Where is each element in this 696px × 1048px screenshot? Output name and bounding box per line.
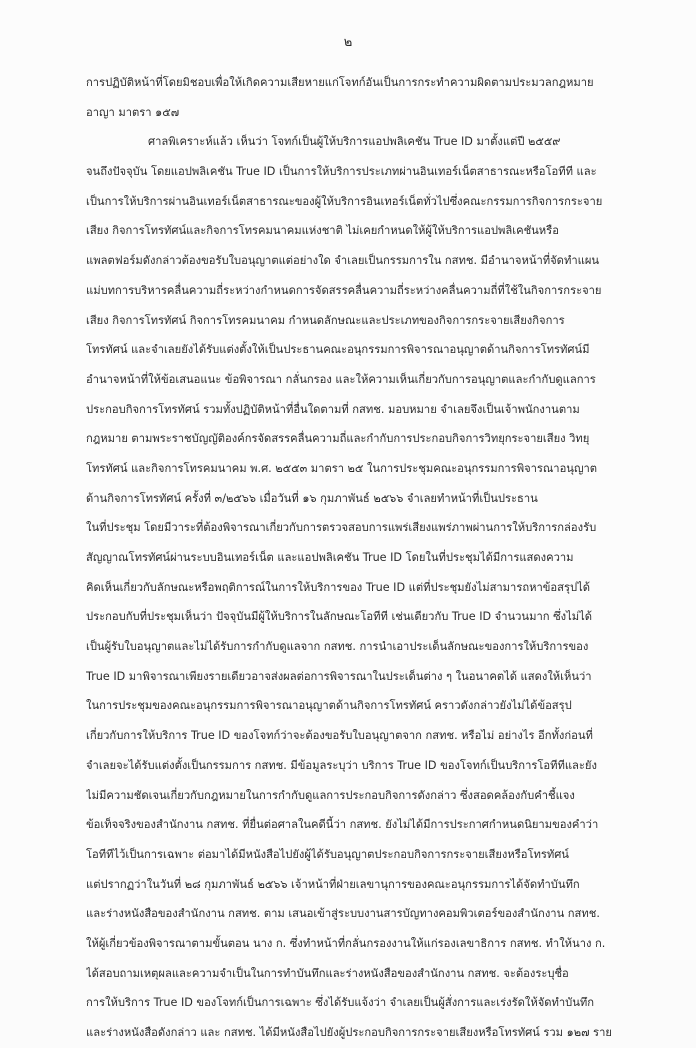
text-line: แม่บทการบริหารคลื่นความถี่ระหว่างกำหนดการจัดสรรคลื่นความถี่ระหว่างคลื่นความถี่ที่ใช้ในกิจการกระจาย bbox=[86, 283, 602, 297]
text-line: ข้อเท็จจริงของสำนักงาน กสทช. ที่ยื่นต่อศาลในคดีนี้ว่า กสทช. ยังไม่ได้มีการประกาศกำหนดนิยามของคำว่า bbox=[86, 818, 599, 832]
page-number: ๒ bbox=[343, 35, 353, 50]
text-line: ไม่มีความชัดเจนเกี่ยวกับกฎหมายในการกำกับดูแลการประกอบกิจการดังกล่าว ซึ่งสอดคล้องกับคำชี้แจง bbox=[86, 788, 575, 802]
text-line: เป็นการให้บริการผ่านอินเทอร์เน็ตสาธารณะของผู้ให้บริการอินเทอร์เน็ตทั่วไปซึ่งคณะกรรมการกิจการกระจาย bbox=[86, 194, 603, 208]
text-line: ในการประชุมของคณะอนุกรรมการพิจารณาอนุญาตด้านกิจการโทรทัศน์ คราวดังกล่าวยังไม่ได้ข้อสรุป bbox=[86, 699, 572, 713]
text-line: โทรทัศน์ และกิจการโทรคมนาคม พ.ศ. ๒๕๕๓ มาตรา ๒๕ ในการประชุมคณะอนุกรรมการพิจารณาอนุญาต bbox=[86, 461, 598, 475]
text-line: ประกอบกับที่ประชุมเห็นว่า ปัจจุบันมีผู้ให้บริการในลักษณะโอทีที เช่นเดียวกับ True ID จำนวนมาก ซึ่งไม่ได้ bbox=[86, 610, 593, 624]
text-line: สัญญาณโทรทัศน์ผ่านระบบอินเทอร์เน็ต และแอปพลิเคชัน True ID โดยในที่ประชุมได้มีการแสดงความ bbox=[86, 551, 574, 564]
text-line: การให้บริการ True ID ของโจทก์เป็นการเฉพาะ ซึ่งได้รับแจ้งว่า จำเลยเป็นผู้สั่งการและเร่งรัดให้จัดทำบันทึก bbox=[86, 996, 595, 1010]
paragraph-first-line: ศาลพิเคราะห์แล้ว เห็นว่า โจทก์เป็นผู้ให้บริการแอปพลิเคชัน True ID มาตั้งแต่ปี ๒๕๕๙ bbox=[148, 135, 561, 149]
text-line: อำนาจหน้าที่ให้ข้อเสนอแนะ ข้อพิจารณา กลั่นกรอง และให้ความเห็นเกี่ยวกับการอนุญาตและกำกับดูแลการ bbox=[86, 372, 596, 386]
text-line: แพลตฟอร์มดังกล่าวต้องขอรับใบอนุญาตแต่อย่างใด จำเลยเป็นกรรมการใน กสทช. มีอำนาจหน้าที่จัดทำแผน bbox=[86, 254, 600, 268]
text-line: แต่ปรากฏว่าในวันที่ ๒๘ กุมภาพันธ์ ๒๕๖๖ เจ้าหน้าที่ฝ่ายเลขานุการของคณะอนุกรรมการได้จัดทำบันทึก bbox=[86, 877, 580, 891]
text-line: ด้านกิจการโทรทัศน์ ครั้งที่ ๓/๒๕๖๖ เมื่อวันที่ ๑๖ กุมภาพันธ์ ๒๕๖๖ จำเลยทำหน้าที่เป็นประธาน bbox=[86, 491, 538, 505]
text-line: โทรทัศน์ และจำเลยยังได้รับแต่งตั้งให้เป็นประธานคณะอนุกรรมการพิจารณาอนุญาตด้านกิจการโทรทัศน์มี bbox=[86, 343, 590, 357]
text-line: อาญา มาตรา ๑๕๗ bbox=[86, 105, 180, 119]
text-line: ประกอบกิจการโทรทัศน์ รวมทั้งปฏิบัติหน้าที่อื่นใดตามที่ กสทช. มอบหมาย จำเลยจึงเป็นเจ้าพนักงานตาม bbox=[86, 402, 580, 416]
text-line: จนถึงปัจจุบัน โดยแอปพลิเคชัน True ID เป็นการให้บริการประเภทผ่านอินเทอร์เน็ตสาธารณะหรือโอทีที และ bbox=[86, 165, 597, 179]
text-line: True ID มาพิจารณาเพียงรายเดียวอาจส่งผลต่อการพิจารณาในประเด็นต่าง ๆ ในอนาคตได้ แสดงให้เห็นว่า bbox=[86, 669, 592, 683]
text-line: ให้ผู้เกี่ยวข้องพิจารณาตามขั้นตอน นาง ก. ซึ่งทำหน้าที่กลั่นกรองงานให้แก่รองเลขาธิการ กสทช. ทำให้นาง ก. bbox=[86, 936, 606, 950]
text-line: การปฏิบัติหน้าที่โดยมิชอบเพื่อให้เกิดความเสียหายแก่โจทก์อันเป็นการกระทำความผิดตามประมวลกฎหมาย bbox=[86, 76, 594, 89]
document-body bbox=[86, 68, 636, 1048]
text-line: เป็นผู้รับใบอนุญาตและไม่ได้รับการกำกับดูแลจาก กสทช. การนำเอาประเด็นลักษณะของการให้บริการของ bbox=[86, 640, 589, 654]
text-line: เกี่ยวกับการให้บริการ True ID ของโจทก์ว่าจะต้องขอรับใบอนุญาตจาก กสทช. หรือไม่ อย่างไร อีกทั้งก่อนที่ bbox=[86, 729, 593, 743]
text-line: กฎหมาย ตามพระราชบัญญัติองค์กรจัดสรรคลื่นความถี่และกำกับการประกอบกิจการวิทยุกระจายเสียง วิทยุ bbox=[86, 432, 590, 446]
text-line: และร่างหนังสือดังกล่าว และ กสทช. ได้มีหนังสือไปยังผู้ประกอบกิจการกระจายเสียงหรือโทรทัศน์ รวม ๑๒๗ ราย bbox=[86, 1026, 612, 1039]
text-line: ได้สอบถามเหตุผลและความจำเป็นในการทำบันทึกและร่างหนังสือของสำนักงาน กสทช. จะต้องระบุชื่อ bbox=[86, 966, 569, 980]
text-line: และร่างหนังสือของสำนักงาน กสทช. ตาม เสนอเข้าสู่ระบบงานสารบัญทางคอมพิวเตอร์ของสำนักงาน กสทช. bbox=[86, 907, 600, 921]
text-line: เสียง กิจการโทรทัศน์ กิจการโทรคมนาคม กำหนดลักษณะและประเภทของกิจการกระจายเสียงกิจการ bbox=[86, 313, 565, 327]
text-line: ในที่ประชุม โดยมีวาระที่ต้องพิจารณาเกี่ยวกับการตรวจสอบการแพร่เสียงแพร่ภาพผ่านการให้บริการกล่องรับ bbox=[86, 521, 597, 535]
text-line: โอทีทีไว้เป็นการเฉพาะ ต่อมาได้มีหนังสือไปยังผู้ได้รับอนุญาตประกอบกิจการกระจายเสียงหรือโทรทัศน์ bbox=[86, 847, 569, 861]
text-line: จำเลยจะได้รับแต่งตั้งเป็นกรรมการ กสทช. มีข้อมูลระบุว่า บริการ True ID ของโจทก์เป็นบริการโอทีทีและยัง bbox=[86, 758, 597, 772]
text-line: เสียง กิจการโทรทัศน์และกิจการโทรคมนาคมแห่งชาติ ไม่เคยกำหนดให้ผู้ให้บริการแอปพลิเคชันหรือ bbox=[86, 224, 559, 238]
text-line: คิดเห็นเกี่ยวกับลักษณะหรือพฤติการณ์ในการให้บริการของ True ID แต่ที่ประชุมยังไม่สามารถหาข้อสรุปได้ bbox=[86, 580, 590, 594]
